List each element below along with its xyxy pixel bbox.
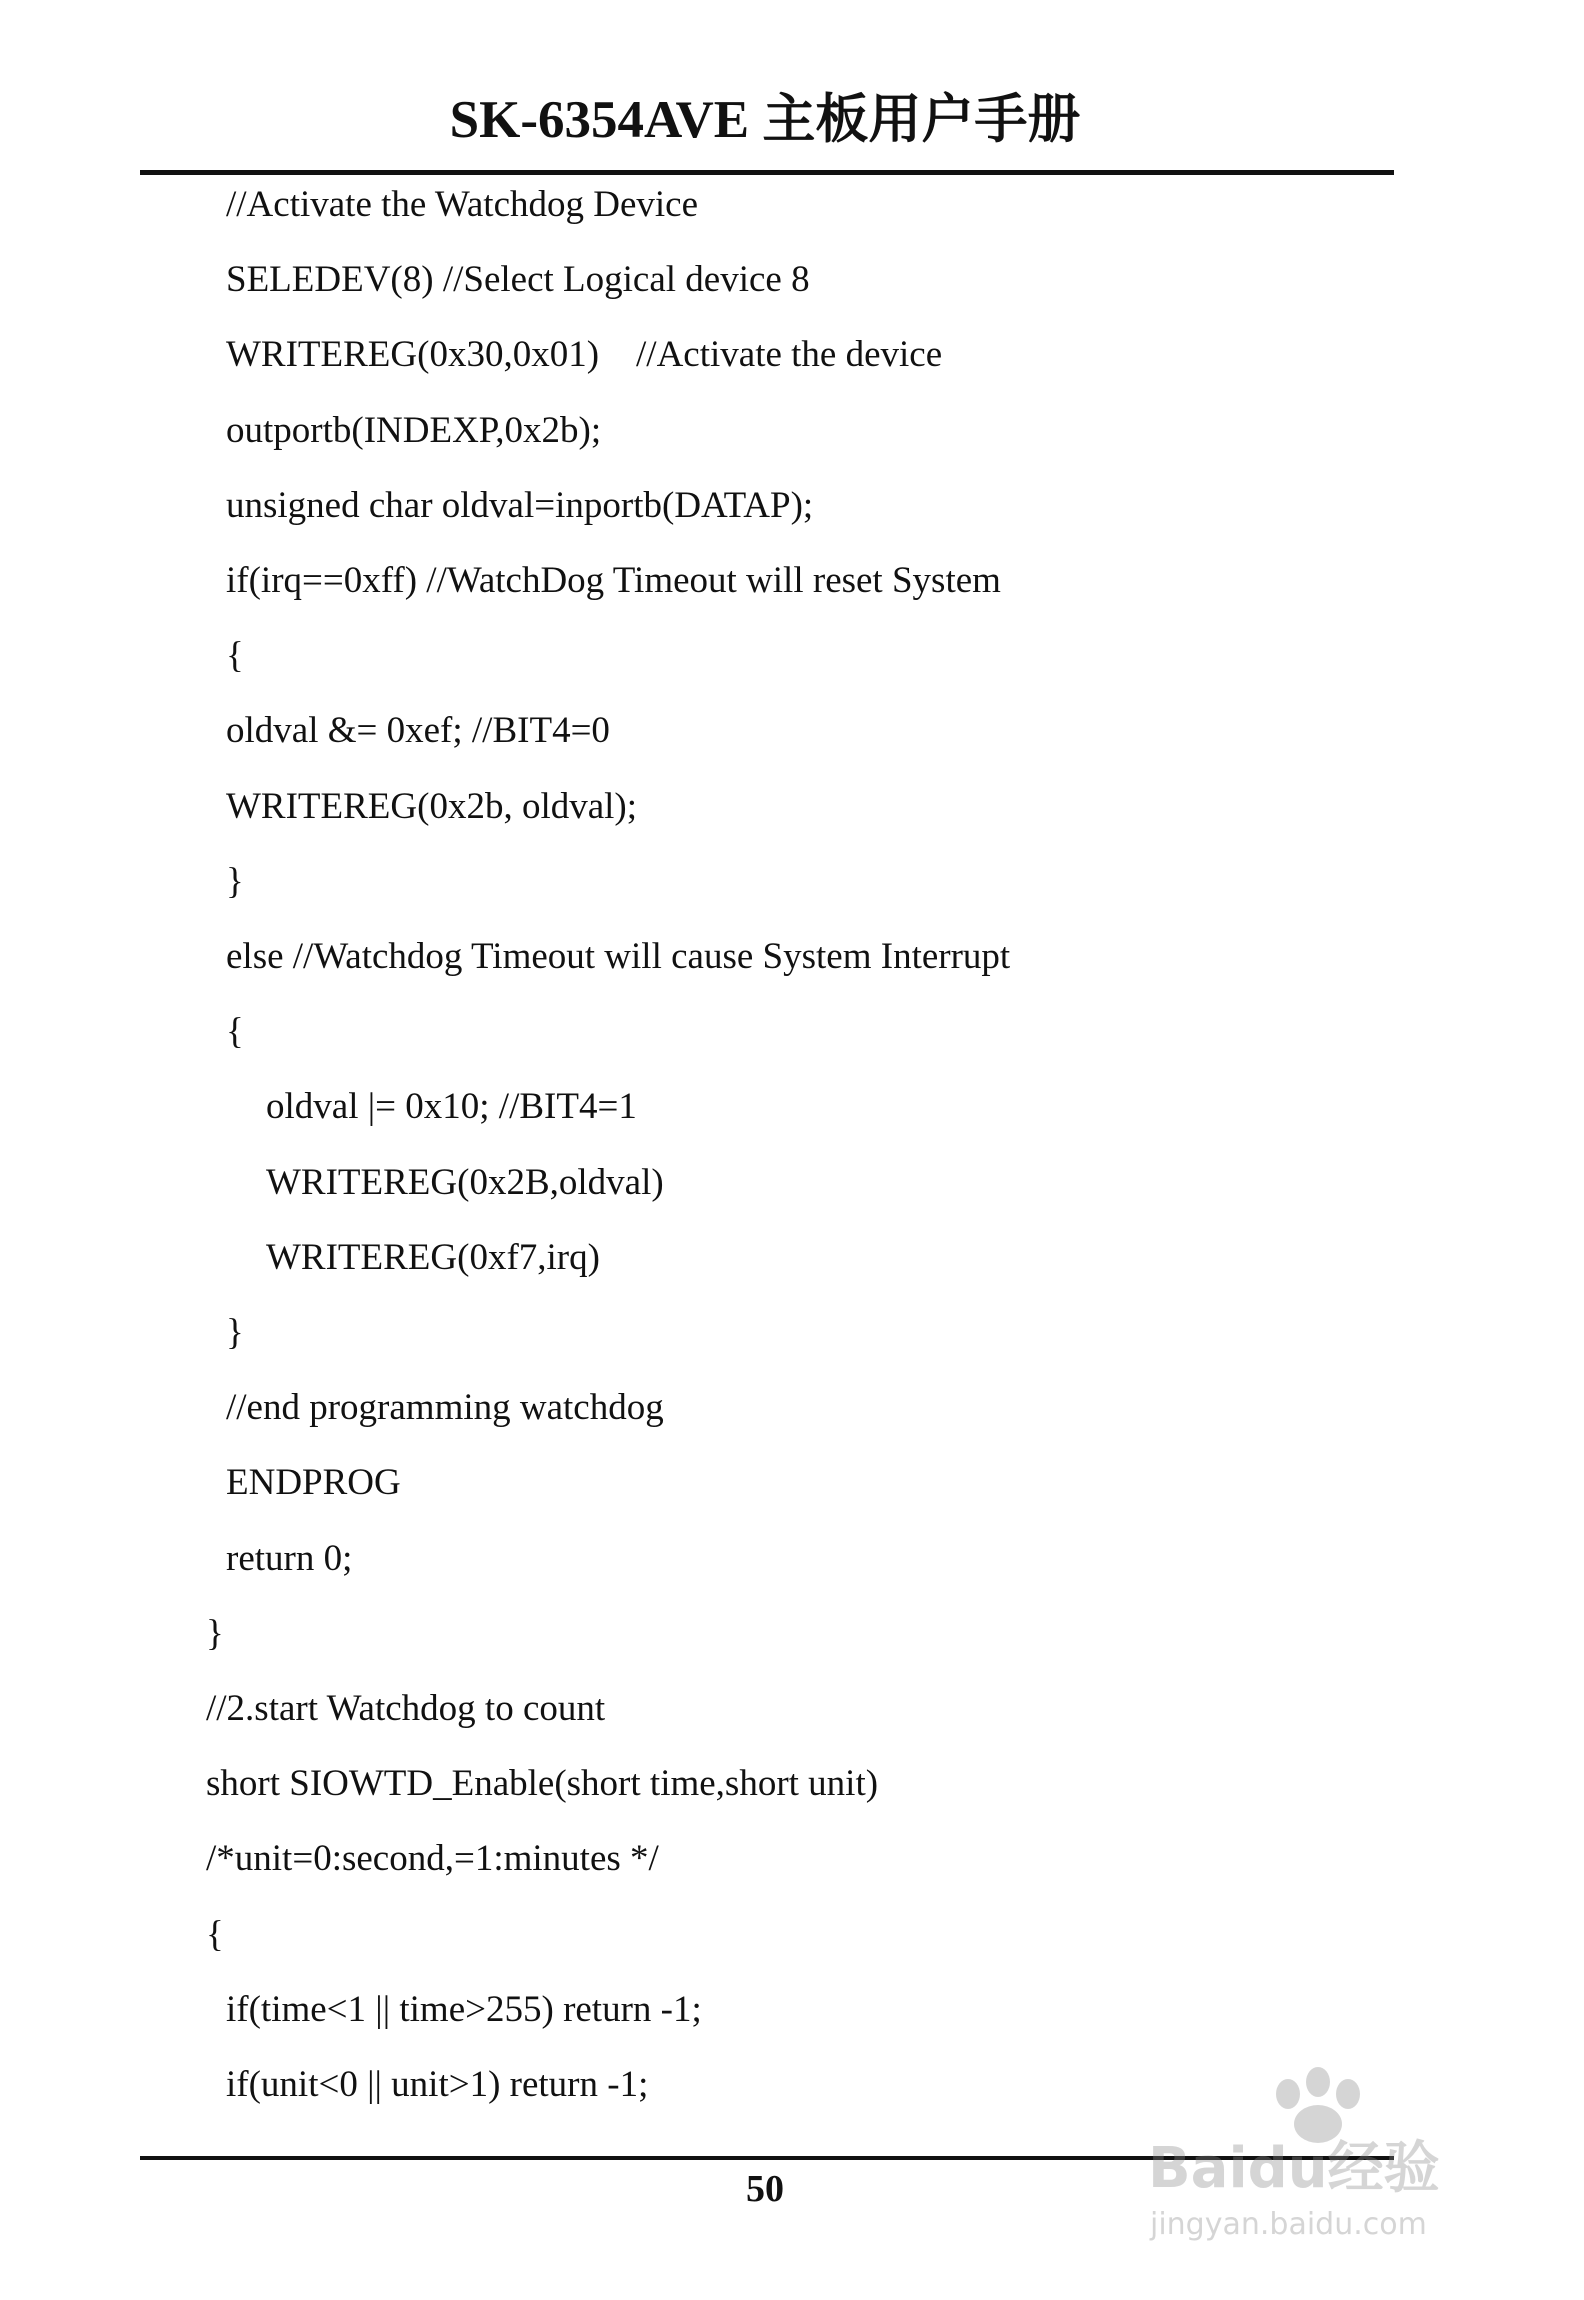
page-header-title: SK-6354AVE 主板用户手册 [449, 91, 1081, 149]
code-line: unsigned char oldval=inportb(DATAP); [226, 484, 814, 526]
code-line: if(unit<0 || unit>1) return -1; [226, 2064, 649, 2105]
code-line: { [206, 1913, 224, 1955]
code-line: } [226, 860, 244, 902]
code-line: if(irq==0xff) //WatchDog Timeout will reset System [226, 560, 1001, 601]
page-number: 50 [746, 2168, 784, 2210]
code-line: //end programming watchdog [226, 1387, 664, 1429]
code-line: } [226, 1312, 244, 1353]
code-line: oldval &= 0xef; //BIT4=0 [226, 710, 610, 752]
code-line: oldval |= 0x10; //BIT4=1 [266, 1086, 637, 1128]
watermark-brand: Baidu经验 [1148, 2136, 1440, 2201]
code-line: //2.start Watchdog to count [206, 1688, 606, 1729]
code-line: } [206, 1612, 224, 1654]
code-line: else //Watchdog Timeout will cause System Interrupt [226, 936, 1011, 977]
header-rule [140, 170, 1394, 175]
code-line: { [226, 1011, 244, 1053]
code-line: WRITEREG(0x2b, oldval); [226, 785, 638, 827]
code-line: WRITEREG(0xf7,irq) [266, 1236, 600, 1278]
paw-icon [1276, 2067, 1360, 2143]
code-line: if(time<1 || time>255) return -1; [226, 1988, 702, 2030]
code-line: //Activate the Watchdog Device [226, 184, 699, 225]
code-line: short SIOWTD_Enable(short time,short unit) [206, 1763, 879, 1805]
watermark-url: jingyan.baidu.com [1150, 2207, 1427, 2242]
code-line: { [226, 635, 244, 677]
code-line: WRITEREG(0x2B,oldval) [266, 1161, 664, 1203]
code-line: return 0; [226, 1537, 353, 1579]
code-line: /*unit=0:second,=1:minutes */ [206, 1838, 659, 1880]
code-line: outportb(INDEXP,0x2b); [226, 409, 602, 451]
code-line: WRITEREG(0x30,0x01) //Activate the device [226, 334, 943, 376]
baidu-watermark-logo [1128, 2062, 1488, 2252]
code-line: SELEDEV(8) //Select Logical device 8 [226, 259, 810, 301]
code-line: ENDPROG [226, 1462, 401, 1504]
